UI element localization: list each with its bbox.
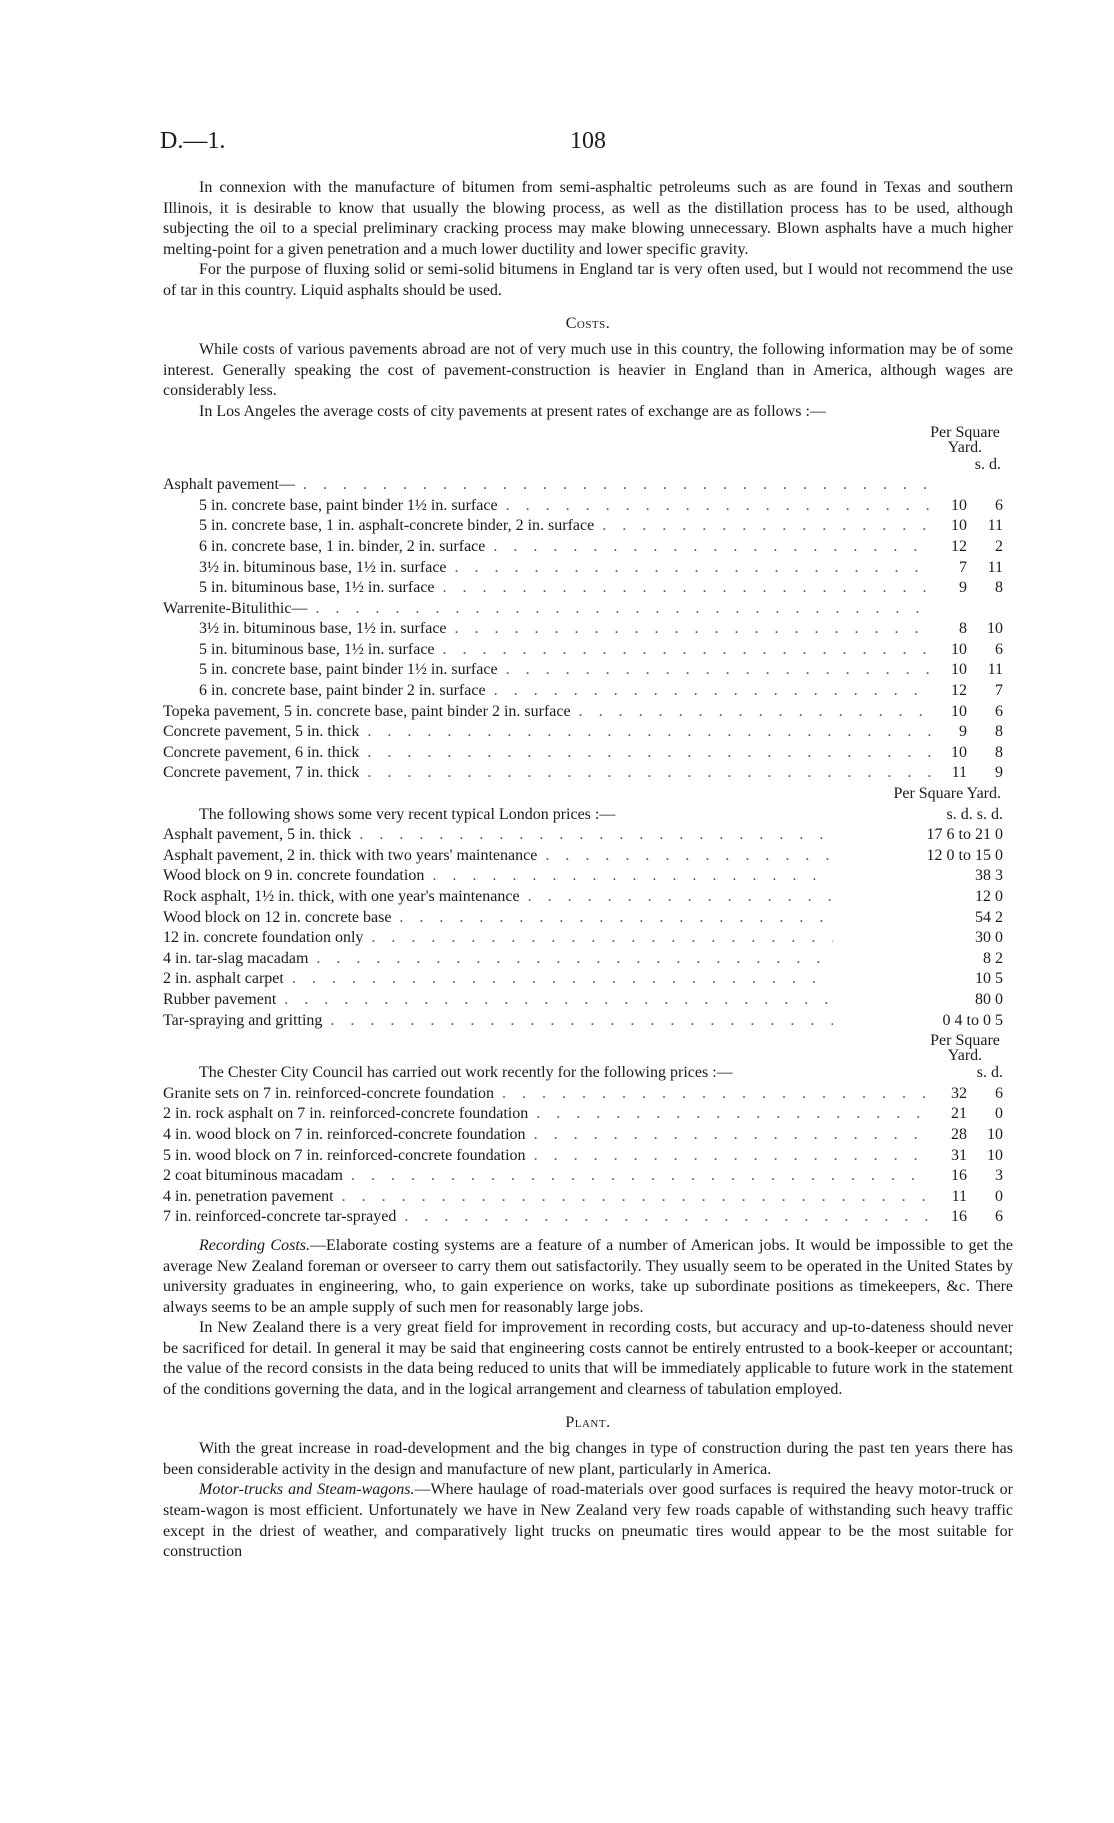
table-row [163, 558, 1013, 579]
shillings-cell: 7 [959, 558, 967, 576]
row-label: 5 in. concrete base, 1 in. asphalt-concrete binder, 2 in. surface [199, 517, 595, 535]
leader-dots [359, 743, 931, 764]
pence-cell: 6 [995, 496, 1003, 514]
row-label: 5 in. bituminous base, 1½ in. surface [199, 579, 435, 597]
shillings-cell: 9 [959, 723, 967, 741]
row-label: Asphalt pavement, 5 in. thick [163, 826, 352, 844]
table-row [163, 825, 1013, 846]
row-label: 6 in. concrete base, paint binder 2 in. surface [199, 682, 486, 700]
shillings-cell: 10 [951, 640, 967, 658]
price-cell: 38 3 [975, 867, 1003, 885]
pence-cell: 8 [995, 743, 1003, 761]
shillings-cell: 16 [951, 1167, 967, 1185]
shillings-cell: 16 [951, 1208, 967, 1226]
costs-heading: Costs. [565, 314, 611, 332]
leader-dots [498, 660, 931, 681]
row-label: 4 in. tar-slag macadam [163, 949, 309, 967]
pence-cell: 9 [995, 764, 1003, 782]
table-row [163, 866, 1013, 887]
leader-dots [363, 928, 833, 949]
shillings-cell: 11 [951, 764, 967, 782]
row-label: 6 in. concrete base, 1 in. binder, 2 in. surface [199, 537, 486, 555]
leader-dots [435, 578, 931, 599]
row-label: Granite sets on 7 in. reinforced-concrete foundation [163, 1084, 494, 1102]
table-row [163, 846, 1013, 867]
row-label: 7 in. reinforced-concrete tar-sprayed [163, 1208, 397, 1226]
leader-dots [295, 475, 931, 496]
table-row [163, 1207, 1013, 1228]
leader-dots [447, 558, 931, 579]
intro-paragraph-2: For the purpose of fluxing solid or semi-solid bitumens in England tar is very often used, but I would not recommend the use of tar in this country. Liquid asphalts should be used. [163, 261, 1013, 299]
price-cell: 30 0 [975, 929, 1003, 947]
table-row [163, 537, 1013, 558]
shillings-cell: 10 [951, 661, 967, 679]
leader-dots [571, 702, 931, 723]
leader-dots [447, 619, 931, 640]
table-row [163, 1166, 1013, 1187]
pence-cell: 3 [995, 1167, 1003, 1185]
leader-dots [537, 846, 833, 867]
la-unit-header: Per Square Yard. [930, 423, 1000, 456]
pence-cell: 0 [995, 1187, 1003, 1205]
table-row [163, 681, 1013, 702]
chester-unit-header: Per Square Yard. [930, 1032, 1000, 1065]
row-label: 5 in. concrete base, paint binder 1½ in. surface [199, 496, 498, 514]
shillings-cell: 32 [951, 1084, 967, 1102]
row-label: Topeka pavement, 5 in. concrete base, paint binder 2 in. surface [163, 702, 571, 720]
table-row [163, 702, 1013, 723]
table-row [163, 475, 1013, 496]
table-row [163, 743, 1013, 764]
row-label: 3½ in. bituminous base, 1½ in. surface [199, 620, 447, 638]
la-sd-header: s. d. [974, 455, 1001, 473]
row-label: Asphalt pavement, 2 in. thick with two years' maintenance [163, 846, 538, 864]
table-row [163, 640, 1013, 661]
chester-intro: The Chester City Council has carried out work recently for the following prices :— [199, 1064, 733, 1082]
table-row [163, 887, 1013, 908]
leader-dots [424, 866, 833, 887]
pence-cell: 10 [987, 620, 1003, 638]
london-cost-table [163, 825, 1013, 1031]
row-label: Wood block on 9 in. concrete foundation [163, 867, 425, 885]
price-cell: 17 6 to 21 0 [926, 826, 1003, 844]
london-intro-row [163, 805, 1013, 826]
row-label: Asphalt pavement— [163, 476, 295, 494]
table-row [163, 990, 1013, 1011]
table-row [163, 928, 1013, 949]
row-label: 5 in. wood block on 7 in. reinforced-concrete foundation [163, 1146, 526, 1164]
table-row [163, 908, 1013, 929]
chester-cost-table [163, 1084, 1013, 1228]
row-label: 4 in. penetration pavement [163, 1187, 334, 1205]
chester-sd-header: s. d. [976, 1064, 1003, 1082]
shillings-cell: 9 [959, 579, 967, 597]
pence-cell: 6 [995, 1208, 1003, 1226]
table-row [163, 763, 1013, 784]
leader-dots [284, 969, 833, 990]
table-row [163, 949, 1013, 970]
recording-paragraph-1: Recording Costs.—Elaborate costing systems are a feature of a number of American jobs. It would be impossible to get the average New Zealand foreman or overseer to carry them out satisfactorily. They usually seem to be operated in the United States by university graduates in engineering, who, to gain experience on works, take up subordinate positions as timekeepers, &c. There always seems to be an ample supply of such men for reasonably large jobs. [163, 1236, 1014, 1316]
row-label: 3½ in. bituminous base, 1½ in. surface [199, 558, 447, 576]
leader-dots [526, 1146, 931, 1167]
row-label: 2 in. rock asphalt on 7 in. reinforced-concrete foundation [163, 1105, 529, 1123]
table-row [163, 516, 1013, 537]
shillings-cell: 12 [951, 682, 967, 700]
plant-heading: Plant. [565, 1413, 611, 1431]
table-row [163, 1125, 1013, 1146]
pence-cell: 0 [995, 1105, 1003, 1123]
leader-dots [391, 908, 833, 929]
shillings-cell: 21 [951, 1105, 967, 1123]
price-cell: 8 2 [983, 949, 1003, 967]
recording-lead: Recording Costs. [199, 1236, 310, 1254]
leader-dots [520, 887, 833, 908]
shillings-cell: 10 [951, 702, 967, 720]
chester-intro-row [163, 1063, 1013, 1084]
leader-dots [276, 990, 833, 1011]
shillings-cell: 12 [951, 537, 967, 555]
pence-cell: 11 [987, 558, 1003, 576]
row-label: Concrete pavement, 5 in. thick [163, 723, 360, 741]
leader-dots [351, 825, 833, 846]
pence-cell: 6 [995, 702, 1003, 720]
table-row [163, 660, 1013, 681]
pence-cell: 2 [995, 537, 1003, 555]
recording-paragraph-2: In New Zealand there is a very great field for improvement in recording costs, but accuracy and up-to-dateness should never be sacrificed for detail. In general it may be said that engineering costs cannot be entirely entrusted to a book-keeper or accountant; the value of the record consists in the data being reduced to units that will be immediately applicable to future work in the statement of the conditions governing the data, and in the logical arrangement and clearness of tabulation employed. [163, 1319, 1013, 1399]
leader-dots [308, 949, 833, 970]
leader-dots [594, 516, 931, 537]
pence-cell: 10 [987, 1146, 1003, 1164]
pence-cell: 6 [995, 1084, 1003, 1102]
row-label: 12 in. concrete foundation only [163, 929, 364, 947]
table-row [163, 578, 1013, 599]
london-unit-header: Per Square Yard. [893, 785, 1001, 803]
costs-paragraph-2: In Los Angeles the average costs of city pavements at present rates of exchange are as follows :— [199, 402, 826, 420]
shillings-cell: 10 [951, 496, 967, 514]
pence-cell: 11 [987, 661, 1003, 679]
plant-lead: Motor-trucks and Steam-wagons. [199, 1481, 415, 1499]
row-label: Wood block on 12 in. concrete base [163, 908, 392, 926]
row-label: 4 in. wood block on 7 in. reinforced-concrete foundation [163, 1125, 526, 1143]
table-row [163, 1104, 1013, 1125]
leader-dots [485, 537, 931, 558]
leader-dots [307, 599, 931, 620]
pence-cell: 10 [987, 1125, 1003, 1143]
pence-cell: 8 [995, 579, 1003, 597]
table-row [163, 1146, 1013, 1167]
plant-paragraph-1: With the great increase in road-development and the big changes in type of construction during the past ten years there has been considerable activity in the design and manufacture of new plant, particularly in America. [163, 1440, 1013, 1478]
document-code: D.—1. [160, 128, 226, 154]
pence-cell: 6 [995, 640, 1003, 658]
table-row [163, 619, 1013, 640]
london-intro: The following shows some very recent typical London prices :— [199, 805, 616, 823]
price-cell: 54 2 [975, 908, 1003, 926]
table-row [163, 969, 1013, 990]
leader-dots [435, 640, 931, 661]
leader-dots [343, 1166, 931, 1187]
table-row [163, 1011, 1013, 1032]
leader-dots [486, 681, 931, 702]
price-cell: 0 4 to 0 5 [942, 1011, 1003, 1029]
price-cell: 12 0 [975, 888, 1003, 905]
leader-dots [359, 763, 931, 784]
pence-cell: 7 [995, 682, 1003, 700]
price-cell: 12 0 to 15 0 [926, 846, 1003, 864]
leader-dots [498, 496, 931, 517]
costs-paragraph-1: While costs of various pavements abroad are not of very much use in this country, the following information may be of some interest. Generally speaking the cost of pavement-construction is heavier in England than in America, although wages are considerably less. [163, 341, 1013, 400]
row-label: Warrenite-Bitulithic— [163, 599, 308, 617]
row-label: Tar-spraying and gritting [163, 1011, 323, 1029]
shillings-cell: 28 [951, 1125, 967, 1143]
row-label: Rubber pavement [163, 990, 277, 1008]
plant-paragraph-2: Motor-trucks and Steam-wagons.—Where haulage of road-materials over good surfaces is required the heavy motor-truck or steam-wagon is most efficient. Unfortunately we have in New Zealand very few roads capable of withstanding such heavy traffic except in the driest of weather, and comparatively light trucks on pneumatic tires would appear to be the most suitable for construction [163, 1481, 1014, 1561]
table-row [163, 599, 1013, 620]
pence-cell: 8 [995, 723, 1003, 741]
los-angeles-cost-table [163, 475, 1013, 784]
table-row [163, 1084, 1013, 1105]
row-label: Concrete pavement, 6 in. thick [163, 743, 360, 761]
price-cell: 80 0 [975, 990, 1003, 1008]
row-label: 5 in. bituminous base, 1½ in. surface [199, 640, 435, 658]
leader-dots [322, 1011, 833, 1032]
shillings-cell: 31 [951, 1146, 967, 1164]
london-sd-header: s. d. s. d. [946, 805, 1003, 823]
page-body [163, 178, 1013, 1563]
shillings-cell: 11 [951, 1187, 967, 1205]
leader-dots [334, 1187, 931, 1208]
page-number: 108 [570, 128, 606, 154]
price-cell: 10 5 [975, 970, 1003, 988]
shillings-cell: 8 [959, 620, 967, 638]
table-row [163, 1187, 1013, 1208]
leader-dots [494, 1084, 931, 1105]
table-row [163, 496, 1013, 517]
leader-dots [528, 1104, 931, 1125]
row-label: 2 coat bituminous macadam [163, 1167, 343, 1185]
leader-dots [396, 1207, 931, 1228]
pence-cell: 11 [987, 517, 1003, 535]
row-label: 2 in. asphalt carpet [163, 970, 284, 988]
row-label: 5 in. concrete base, paint binder 1½ in. surface [199, 661, 498, 679]
intro-paragraph-1: In connexion with the manufacture of bitumen from semi-asphaltic petroleums such as are found in Texas and southern Illinois, it is desirable to know that usually the blowing process, as well as the distillation process has to be used, although subjecting the oil to a special preliminary cracking process may make blowing unnecessary. Blown asphalts have a much higher melting-point for a given penetration and a much lower ductility and lower specific gravity. [163, 179, 1013, 258]
leader-dots [359, 722, 931, 743]
row-label: Rock asphalt, 1½ in. thick, with one year's maintenance [163, 888, 520, 905]
row-label: Concrete pavement, 7 in. thick [163, 764, 360, 782]
leader-dots [526, 1125, 931, 1146]
shillings-cell: 10 [951, 517, 967, 535]
shillings-cell: 10 [951, 743, 967, 761]
table-row [163, 722, 1013, 743]
